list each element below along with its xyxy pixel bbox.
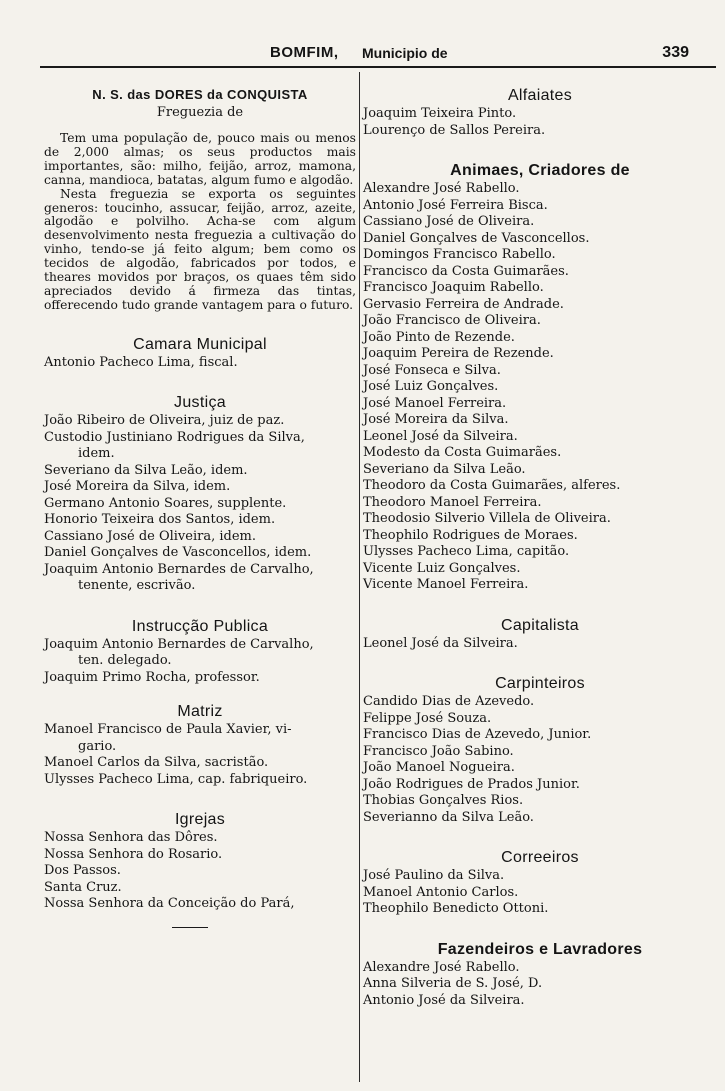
list-item: ten. delegado.: [78, 653, 172, 669]
header-rule: [40, 66, 716, 68]
list-item: Nossa Senhora do Rosario.: [44, 846, 223, 862]
list-item: Vicente Manoel Ferreira.: [363, 577, 529, 592]
list-item: João Manoel Nogueira.: [363, 760, 515, 775]
list-item: Lourenço de Sallos Pereira.: [363, 122, 546, 138]
list-item: Cassiano José de Oliveira.: [363, 214, 535, 229]
list-item: Nossa Senhora da Conceição do Pará,: [44, 896, 295, 912]
section-heading-carpinteiros: Carpinteiros: [495, 675, 585, 692]
running-title: BOMFIM,: [270, 44, 339, 61]
list-item: José Fonseca e Silva.: [363, 362, 501, 378]
list-item: Antonio José da Silveira.: [363, 992, 525, 1008]
parish-paragraph: Tem uma população de, pouco mais ou menos de 2,000 almas; os seus productos mais importantes, são: milho, feijão, arroz, mamona, canna, mandioca, batatas, algum fumo e algodão.: [44, 131, 356, 187]
list-item: Vicente Luiz Gonçalves.: [363, 560, 521, 576]
section-heading-justica: Justiça: [174, 394, 226, 412]
list-item: Custodio Justiniano Rodrigues da Silva,: [44, 429, 305, 445]
list-item: Candido Dias de Azevedo.: [363, 694, 535, 709]
list-item: Severiano da Silva Leão, idem.: [44, 462, 248, 478]
list-item: Francisco Dias de Azevedo, Junior.: [363, 727, 592, 742]
parish-subtitle: Freguezia de: [156, 105, 244, 120]
list-item: Ulysses Pacheco Lima, capitão.: [363, 544, 570, 559]
parish-title: N. S. das DORES da CONQUISTA: [92, 87, 308, 102]
list-item: Theodosio Silverio Villela de Oliveira.: [363, 511, 611, 526]
list-item: Daniel Gonçalves de Vasconcellos, idem.: [44, 545, 312, 561]
section-heading-igrejas: Igrejas: [174, 811, 226, 829]
list-item: Theophilo Rodrigues de Moraes.: [363, 527, 578, 543]
list-item: João Rodrigues de Prados Junior.: [363, 776, 580, 792]
list-item: Modesto da Costa Guimarães.: [363, 445, 562, 460]
list-item: Manoel Carlos da Silva, sacristão.: [44, 755, 269, 771]
list-item: Nossa Senhora das Dôres.: [44, 830, 218, 846]
list-item: Daniel Gonçalves de Vasconcellos.: [363, 230, 590, 246]
list-item: José Moreira da Silva.: [363, 412, 509, 427]
list-item: Anna Silveria de S. José, D.: [363, 976, 543, 991]
column-divider: [359, 72, 360, 1082]
list-item: Leonel José da Silveira.: [363, 428, 518, 444]
list-item: Severiano da Silva Leão.: [363, 461, 526, 477]
list-item: José Manoel Ferreira.: [363, 395, 507, 411]
list-item: João Ribeiro de Oliveira, juiz de paz.: [44, 413, 285, 429]
list-item: José Luiz Gonçalves.: [363, 379, 499, 394]
list-item: Joaquim Primo Rocha, professor.: [44, 669, 260, 685]
page-number: 339: [662, 44, 689, 61]
list-item: Francisco da Costa Guimarães.: [363, 263, 569, 279]
section-heading-camara: Camara Municipal: [133, 335, 267, 353]
right-column: [363, 86, 717, 1009]
list-item: José Paulino da Silva.: [363, 868, 505, 883]
list-item: Antonio José Ferreira Bisca.: [363, 197, 548, 213]
list-item: Leonel José da Silveira.: [363, 635, 518, 651]
list-item: Joaquim Antonio Bernardes de Carvalho,: [44, 561, 314, 577]
list-item: Joaquim Antonio Bernardes de Carvalho,: [44, 636, 314, 652]
list-item: Francisco Joaquim Rabello.: [363, 280, 544, 295]
list-item: Alexandre José Rabello.: [363, 181, 520, 196]
list-item: gario.: [78, 738, 117, 754]
list-item: Felippe José Souza.: [363, 710, 492, 726]
list-item: Francisco João Sabino.: [363, 743, 514, 759]
section-heading-instruccao: Instrucção Publica: [131, 617, 269, 635]
list-item: Ulysses Pacheco Lima, cap. fabriqueiro.: [44, 771, 308, 787]
list-item: Theophilo Benedicto Ottoni.: [363, 901, 549, 916]
list-item: Manoel Francisco de Paula Xavier, vi-: [44, 722, 292, 738]
section-heading-animaes: Animaes, Criadores de: [450, 162, 630, 179]
list-item: idem.: [78, 446, 115, 462]
section-heading-matriz: Matriz: [177, 703, 223, 721]
parish-paragraph: Nesta freguezia se exporta os seguintes generos: toucinho, assucar, feijão, arroz, azeite, algodão e polvilho. Acha-se com algum desenvolvimento nesta freguezia a cultivação do vinho, tendo-se já feito algum; bem como os tecidos de algodão, fabricados por todos, e theares movidos por braços, os quaes têm sido apreciados devido á firmeza das tintas, offerecendo tudo grande vantagem para o futuro.: [44, 186, 356, 312]
list-item: Manoel Antonio Carlos.: [363, 884, 519, 900]
list-item: tenente, escrivão.: [78, 578, 196, 594]
list-item: José Moreira da Silva, idem.: [44, 479, 231, 495]
section-heading-alfaiates: Alfaiates: [507, 87, 573, 104]
section-heading-capitalista: Capitalista: [500, 616, 579, 634]
list-item: Theodoro da Costa Guimarães, alferes.: [363, 478, 621, 493]
list-item: João Francisco de Oliveira.: [363, 313, 541, 328]
end-rule: [172, 927, 208, 928]
list-item: Thobias Gonçalves Rios.: [363, 793, 524, 808]
section-heading-correeiros: Correeiros: [501, 849, 579, 866]
list-item: João Pinto de Rezende.: [363, 329, 515, 345]
running-subtitle: Municipio de: [362, 45, 448, 61]
list-item: Joaquim Teixeira Pinto.: [363, 106, 517, 121]
list-item: Honorio Teixeira dos Santos, idem.: [44, 512, 276, 528]
section-heading-fazendeiros: Fazendeiros e Lavradores: [437, 940, 643, 958]
list-item: Cassiano José de Oliveira, idem.: [44, 528, 256, 544]
left-column: [44, 86, 356, 928]
list-item: Domingos Francisco Rabello.: [363, 247, 556, 262]
list-item: Gervasio Ferreira de Andrade.: [363, 296, 564, 312]
page-header: [40, 44, 715, 66]
list-item: Antonio Pacheco Lima, fiscal.: [44, 354, 238, 370]
list-item: Santa Cruz.: [44, 879, 122, 895]
list-item: Dos Passos.: [44, 863, 121, 879]
list-item: Germano Antonio Soares, supplente.: [44, 495, 287, 511]
list-item: Severianno da Silva Leão.: [363, 809, 534, 825]
list-item: Joaquim Pereira de Rezende.: [363, 346, 554, 361]
list-item: Alexandre José Rabello.: [363, 959, 520, 975]
list-item: Theodoro Manoel Ferreira.: [363, 494, 542, 510]
